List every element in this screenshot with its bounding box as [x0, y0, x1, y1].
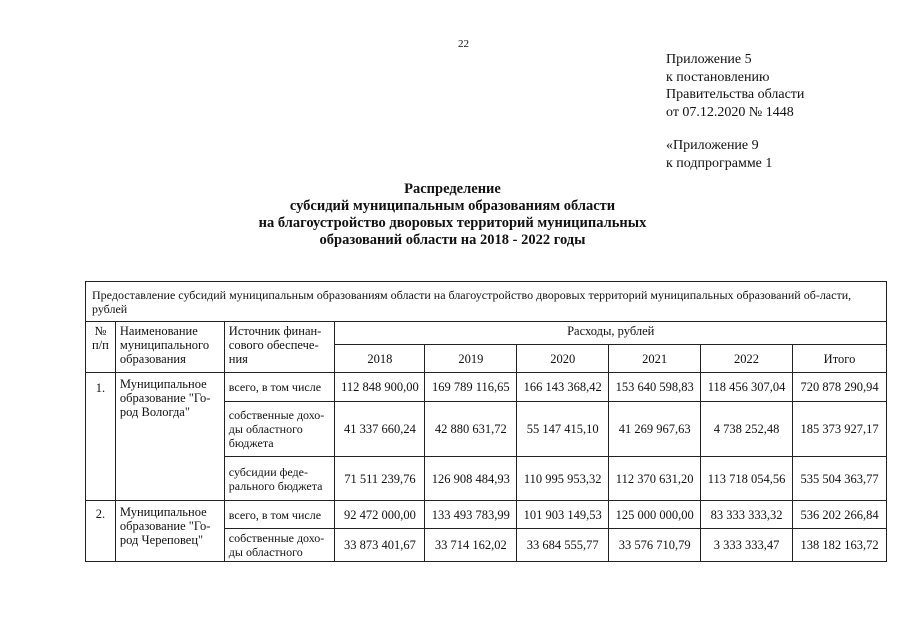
source-cell: всего, в том числе: [224, 501, 335, 529]
appendix-line: Правительства области: [666, 87, 805, 102]
value-cell: 166 143 368,42: [517, 373, 609, 402]
source-cell: собственные дохо-ды областного бюджета: [224, 402, 335, 457]
value-cell: 125 000 000,00: [609, 501, 701, 529]
title-line: субсидий муниципальным образованиям области: [289, 198, 616, 214]
header-expenses: Расходы, рублей: [335, 322, 887, 345]
value-cell: 112 370 631,20: [609, 457, 701, 501]
header-name: Наименование муниципального образования: [115, 322, 224, 373]
value-cell: 133 493 783,99: [425, 501, 517, 529]
title-line: образований области на 2018 - 2022 годы: [319, 232, 586, 248]
appendix-block: [666, 51, 804, 172]
total-cell: 720 878 290,94: [793, 373, 887, 402]
total-cell: 138 182 163,72: [793, 529, 887, 562]
value-cell: 41 269 967,63: [609, 402, 701, 457]
header-source: Источник финан-сового обеспече-ния: [224, 322, 335, 373]
value-cell: 41 337 660,24: [335, 402, 425, 457]
document-title: [0, 181, 905, 249]
header-year: 2019: [425, 345, 517, 373]
value-cell: 55 147 415,10: [517, 402, 609, 457]
municipality-name: Муниципальное образование "Го-род Череповец": [115, 501, 224, 562]
table-caption: Предоставление субсидий муниципальным образованиям области на благоустройство дворовых территорий муниципальных образований об-ласти, рублей: [86, 282, 887, 322]
appendix-line: Приложение 5: [666, 52, 752, 67]
header-year: 2021: [609, 345, 701, 373]
value-cell: 118 456 307,04: [701, 373, 793, 402]
value-cell: 33 873 401,67: [335, 529, 425, 562]
source-cell: всего, в том числе: [224, 373, 335, 402]
header-year: 2018: [335, 345, 425, 373]
row-num: 2.: [86, 501, 116, 562]
header-year: 2022: [701, 345, 793, 373]
appendix-line: к подпрограмме 1: [666, 155, 773, 171]
value-cell: 113 718 054,56: [701, 457, 793, 501]
value-cell: 169 789 116,65: [425, 373, 517, 402]
appendix-line: от 07.12.2020 № 1448: [666, 104, 794, 120]
table-row: [86, 373, 887, 402]
row-num: 1.: [86, 373, 116, 501]
value-cell: 92 472 000,00: [335, 501, 425, 529]
page-number: 22: [458, 38, 469, 50]
value-cell: 112 848 900,00: [335, 373, 425, 402]
title-line: Распределение: [404, 181, 501, 197]
value-cell: 42 880 631,72: [425, 402, 517, 457]
value-cell: 33 684 555,77: [517, 529, 609, 562]
header-num: № п/п: [86, 322, 116, 373]
value-cell: 153 640 598,83: [609, 373, 701, 402]
header-year: 2020: [517, 345, 609, 373]
appendix-line: «Приложение 9: [666, 138, 759, 153]
source-cell: субсидии феде-рального бюджета: [224, 457, 335, 501]
value-cell: 101 903 149,53: [517, 501, 609, 529]
total-cell: 185 373 927,17: [793, 402, 887, 457]
municipality-name: Муниципальное образование "Го-род Вологда": [115, 373, 224, 501]
value-cell: 83 333 333,32: [701, 501, 793, 529]
table-row: [86, 501, 887, 529]
value-cell: 110 995 953,32: [517, 457, 609, 501]
title-line: на благоустройство дворовых территорий муниципальных: [258, 215, 647, 231]
value-cell: 4 738 252,48: [701, 402, 793, 457]
source-cell: собственные дохо-ды областного: [224, 529, 335, 562]
subsidy-distribution-table: [85, 281, 887, 562]
value-cell: 3 333 333,47: [701, 529, 793, 562]
total-cell: 535 504 363,77: [793, 457, 887, 501]
header-total: Итого: [793, 345, 887, 373]
value-cell: 126 908 484,93: [425, 457, 517, 501]
value-cell: 33 714 162,02: [425, 529, 517, 562]
appendix-line: к постановлению: [666, 69, 770, 85]
total-cell: 536 202 266,84: [793, 501, 887, 529]
value-cell: 33 576 710,79: [609, 529, 701, 562]
value-cell: 71 511 239,76: [335, 457, 425, 501]
